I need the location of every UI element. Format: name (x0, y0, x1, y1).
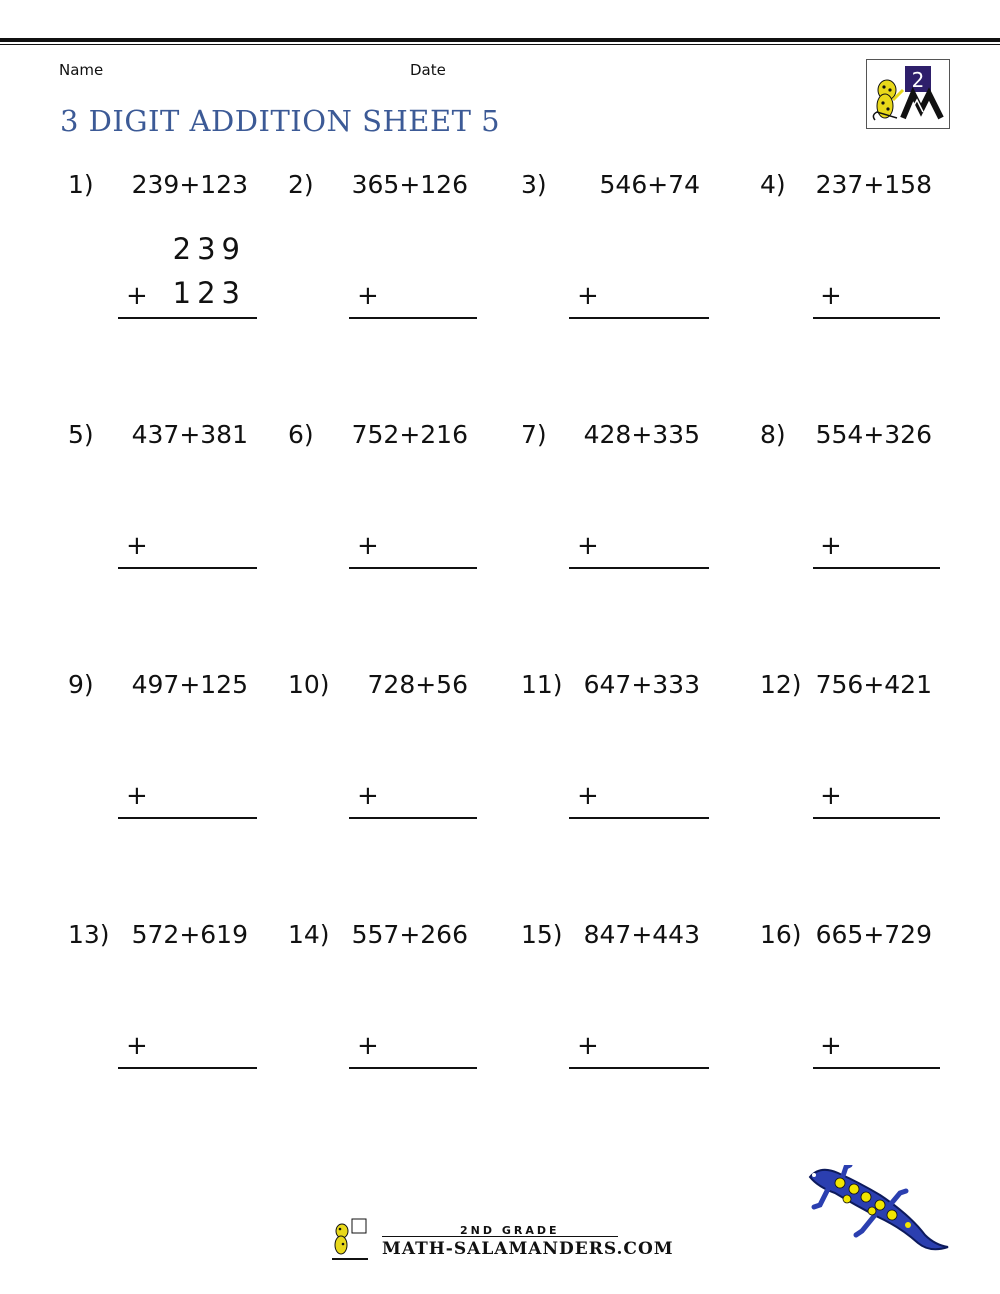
plus-sign: + (357, 781, 379, 811)
salamander-icon (800, 1165, 960, 1260)
problem-number: 13) (68, 920, 110, 949)
problem-number: 5) (68, 420, 94, 449)
problem-expression: 572+619 (131, 920, 248, 949)
answer-line (118, 567, 257, 569)
problem-number: 7) (521, 420, 547, 449)
date-label: Date (410, 61, 446, 79)
problem-expression: 428+335 (583, 420, 700, 449)
plus-sign: + (126, 781, 148, 811)
problem-number: 1) (68, 170, 94, 199)
problem-number: 10) (288, 670, 330, 699)
problem-number: 8) (760, 420, 786, 449)
problem-expression: 437+381 (131, 420, 248, 449)
problem-expression: 728+56 (367, 670, 468, 699)
problem-number: 15) (521, 920, 563, 949)
footer-site-text: MATH-SALAMANDERS.COM (382, 1239, 674, 1259)
plus-sign: + (820, 281, 842, 311)
problem-expression: 557+266 (351, 920, 468, 949)
plus-sign: + (126, 1031, 148, 1061)
plus-sign: + (357, 1031, 379, 1061)
problem-expression: 237+158 (815, 170, 932, 199)
answer-line (569, 317, 709, 319)
answer-line (349, 317, 477, 319)
answer-line (349, 567, 477, 569)
plus-sign: + (126, 281, 148, 311)
footer-logo-salamander-icon (330, 1217, 370, 1262)
problem-expression: 365+126 (351, 170, 468, 199)
problem-expression: 546+74 (599, 170, 700, 199)
logo-grade-number: 2 (911, 68, 925, 92)
answer-line (349, 1067, 477, 1069)
problem-number: 9) (68, 670, 94, 699)
answer-line (813, 317, 940, 319)
answer-line (813, 1067, 940, 1069)
plus-sign: + (357, 281, 379, 311)
answer-line (813, 817, 940, 819)
plus-sign: + (577, 531, 599, 561)
top-rule (0, 38, 1000, 42)
grade-logo (866, 59, 950, 129)
problem-number: 3) (521, 170, 547, 199)
answer-line (569, 817, 709, 819)
answer-line (118, 317, 257, 319)
problem-number: 11) (521, 670, 563, 699)
answer-line (569, 567, 709, 569)
answer-line (118, 1067, 257, 1069)
plus-sign: + (577, 281, 599, 311)
plus-sign: + (577, 781, 599, 811)
problem-expression: 647+333 (583, 670, 700, 699)
top-rule-thin (0, 44, 1000, 45)
name-label: Name (59, 61, 104, 79)
plus-sign: + (577, 1031, 599, 1061)
plus-sign: + (820, 531, 842, 561)
problem-expression: 554+326 (815, 420, 932, 449)
problem-number: 6) (288, 420, 314, 449)
problem-number: 14) (288, 920, 330, 949)
answer-line (118, 817, 257, 819)
problem-expression: 497+125 (131, 670, 248, 699)
answer-line (349, 817, 477, 819)
problem-number: 2) (288, 170, 314, 199)
plus-sign: + (126, 531, 148, 561)
problem-expression: 239+123 (131, 170, 248, 199)
plus-sign: + (357, 531, 379, 561)
answer-line (813, 567, 940, 569)
answer-line (569, 1067, 709, 1069)
problem-number: 4) (760, 170, 786, 199)
stacked-top-number: 239 (172, 232, 246, 266)
problem-number: 16) (760, 920, 802, 949)
plus-sign: + (820, 781, 842, 811)
problem-expression: 752+216 (351, 420, 468, 449)
footer-grade-text: 2ND GRADE (460, 1224, 560, 1237)
problem-expression: 756+421 (815, 670, 932, 699)
problem-expression: 847+443 (583, 920, 700, 949)
stacked-bottom-number: 123 (172, 276, 246, 310)
plus-sign: + (820, 1031, 842, 1061)
problem-number: 12) (760, 670, 802, 699)
page-title: 3 DIGIT ADDITION SHEET 5 (60, 104, 501, 138)
problem-expression: 665+729 (815, 920, 932, 949)
